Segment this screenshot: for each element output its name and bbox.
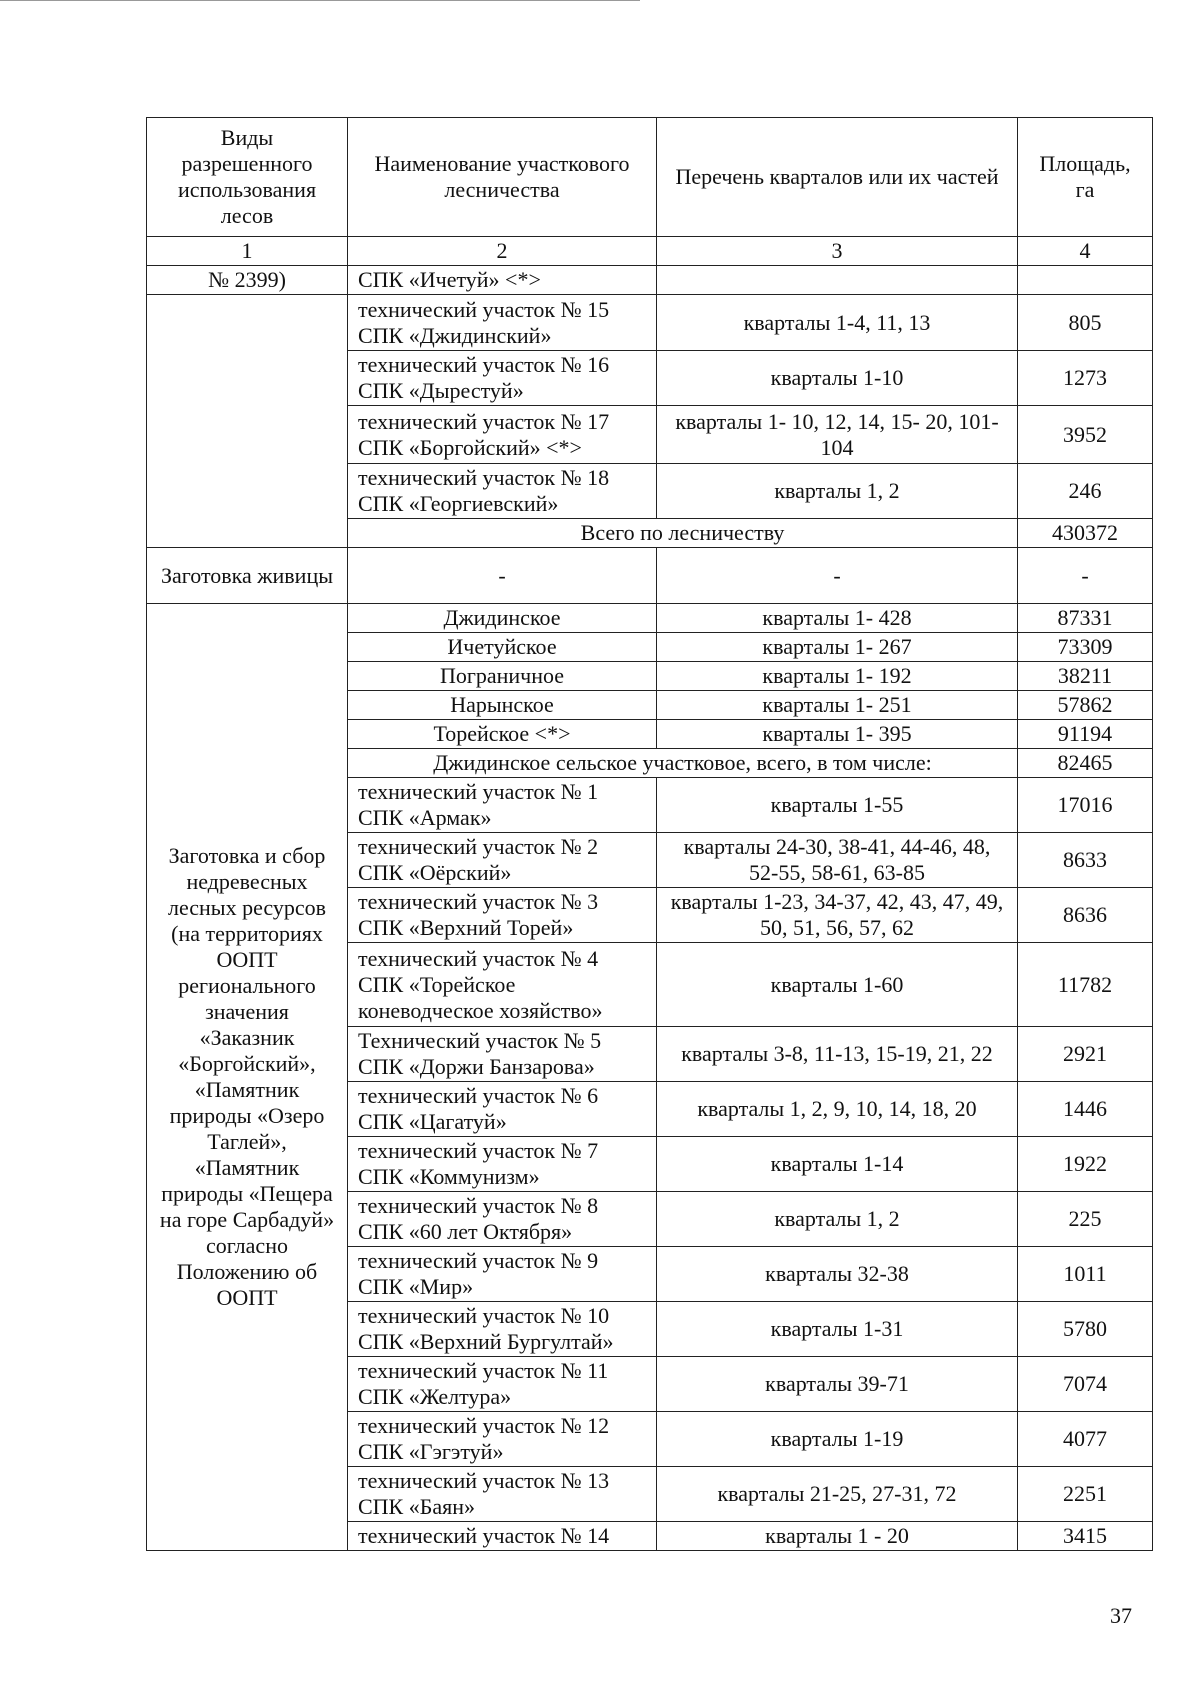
quarters-cell: кварталы 1- 10, 12, 14, 15- 20, 101-104 <box>657 406 1018 464</box>
total-area: 430372 <box>1018 519 1153 548</box>
quarters-cell: кварталы 1-23, 34-37, 42, 43, 47, 49, 50, 51, 56, 57, 62 <box>657 888 1018 943</box>
quarters-cell <box>657 266 1018 295</box>
forestry-use-table <box>146 117 1153 1551</box>
forestry-name-cell: технический участок № 1 СПК «Армак» <box>348 778 657 833</box>
column-number: 1 <box>147 237 348 266</box>
total-label: Всего по лесничеству <box>348 519 1018 548</box>
quarters-cell: кварталы 3-8, 11-13, 15-19, 21, 22 <box>657 1027 1018 1082</box>
column-number-row <box>147 237 1153 266</box>
area-cell: 3415 <box>1018 1522 1153 1551</box>
table-row <box>147 266 1153 295</box>
area-cell: 7074 <box>1018 1357 1153 1412</box>
quarters-cell: кварталы 1-31 <box>657 1302 1018 1357</box>
forestry-name-cell: СПК «Ичетуй» <*> <box>348 266 657 295</box>
area-cell: 805 <box>1018 295 1153 351</box>
forestry-name-cell: технический участок № 9 СПК «Мир» <box>348 1247 657 1302</box>
forestry-name-cell: технический участок № 14 <box>348 1522 657 1551</box>
quarters-cell: кварталы 21-25, 27-31, 72 <box>657 1467 1018 1522</box>
area-cell: 2921 <box>1018 1027 1153 1082</box>
column-number: 4 <box>1018 237 1153 266</box>
forestry-name-cell: технический участок № 17 СПК «Боргойский» <*> <box>348 406 657 464</box>
quarters-cell: кварталы 1, 2 <box>657 1192 1018 1247</box>
area-cell: 3952 <box>1018 406 1153 464</box>
area-cell: 2251 <box>1018 1467 1153 1522</box>
forestry-name-cell: технический участок № 12 СПК «Гэгэтуй» <box>348 1412 657 1467</box>
quarters-cell: - <box>657 548 1018 604</box>
forestry-name-cell: технический участок № 10 СПК «Верхний Бургултай» <box>348 1302 657 1357</box>
quarters-cell: кварталы 1-14 <box>657 1137 1018 1192</box>
area-cell: 1011 <box>1018 1247 1153 1302</box>
header-use-type: Виды разрешенного использования лесов <box>147 118 348 237</box>
area-cell: 1273 <box>1018 351 1153 406</box>
forestry-name-cell: технический участок № 11 СПК «Желтура» <box>348 1357 657 1412</box>
scan-edge-line <box>0 0 640 1</box>
area-cell: 4077 <box>1018 1412 1153 1467</box>
area-cell: - <box>1018 548 1153 604</box>
header-forestry-name: Наименование участкового лесничества <box>348 118 657 237</box>
forestry-name-cell: технический участок № 15 СПК «Джидинский» <box>348 295 657 351</box>
quarters-cell: кварталы 1- 192 <box>657 662 1018 691</box>
quarters-cell: кварталы 24-30, 38-41, 44-46, 48, 52-55, 58-61, 63-85 <box>657 833 1018 888</box>
area-cell: 38211 <box>1018 662 1153 691</box>
area-cell: 8633 <box>1018 833 1153 888</box>
header-quarters: Перечень кварталов или их частей <box>657 118 1018 237</box>
area-cell: 73309 <box>1018 633 1153 662</box>
use-type-cell: Заготовка и сбор недревесных лесных ресурсов (на территориях ООПТ регионального значения «Заказник «Боргойский», «Памятник природы «Озеро Таглей», «Памятник природы «Пещера на горе Сарбадуй» согласно Положению об ООПТ <box>147 604 348 1551</box>
quarters-cell: кварталы 1-4, 11, 13 <box>657 295 1018 351</box>
quarters-cell: кварталы 1-60 <box>657 943 1018 1027</box>
area-cell: 1922 <box>1018 1137 1153 1192</box>
forestry-name-cell: Технический участок № 5 СПК «Доржи Банзарова» <box>348 1027 657 1082</box>
forestry-name-cell: технический участок № 16 СПК «Дырестуй» <box>348 351 657 406</box>
page-number: 37 <box>1110 1603 1132 1628</box>
forestry-name-cell: - <box>348 548 657 604</box>
header-row <box>147 118 1153 237</box>
area-cell: 87331 <box>1018 604 1153 633</box>
area-cell: 57862 <box>1018 691 1153 720</box>
quarters-cell: кварталы 1- 395 <box>657 720 1018 749</box>
forestry-name-cell: Джидинское <box>348 604 657 633</box>
area-cell: 225 <box>1018 1192 1153 1247</box>
forestry-name-cell: Торейское <*> <box>348 720 657 749</box>
column-number: 2 <box>348 237 657 266</box>
quarters-cell: кварталы 1, 2 <box>657 464 1018 519</box>
forestry-name-cell: Ичетуйское <box>348 633 657 662</box>
area-cell: 91194 <box>1018 720 1153 749</box>
forestry-name-cell: Нарынское <box>348 691 657 720</box>
use-type-cell <box>147 295 348 548</box>
quarters-cell: кварталы 1-19 <box>657 1412 1018 1467</box>
forestry-name-cell: технический участок № 8 СПК «60 лет Октября» <box>348 1192 657 1247</box>
subtotal-label: Джидинское сельское участковое, всего, в том числе: <box>348 749 1018 778</box>
area-cell: 5780 <box>1018 1302 1153 1357</box>
quarters-cell: кварталы 32-38 <box>657 1247 1018 1302</box>
subtotal-area: 82465 <box>1018 749 1153 778</box>
area-cell <box>1018 266 1153 295</box>
table-row <box>147 548 1153 604</box>
quarters-cell: кварталы 1-10 <box>657 351 1018 406</box>
forestry-name-cell: технический участок № 18 СПК «Георгиевский» <box>348 464 657 519</box>
table-row <box>147 604 1153 633</box>
forestry-name-cell: технический участок № 7 СПК «Коммунизм» <box>348 1137 657 1192</box>
column-number: 3 <box>657 237 1018 266</box>
area-cell: 246 <box>1018 464 1153 519</box>
area-cell: 8636 <box>1018 888 1153 943</box>
header-area: Площадь, га <box>1018 118 1153 237</box>
quarters-cell: кварталы 1- 428 <box>657 604 1018 633</box>
quarters-cell: кварталы 1- 267 <box>657 633 1018 662</box>
use-type-cell: № 2399) <box>147 266 348 295</box>
area-cell: 1446 <box>1018 1082 1153 1137</box>
table-row <box>147 295 1153 351</box>
quarters-cell: кварталы 1- 251 <box>657 691 1018 720</box>
area-cell: 11782 <box>1018 943 1153 1027</box>
quarters-cell: кварталы 39-71 <box>657 1357 1018 1412</box>
quarters-cell: кварталы 1, 2, 9, 10, 14, 18, 20 <box>657 1082 1018 1137</box>
forestry-name-cell: технический участок № 13 СПК «Баян» <box>348 1467 657 1522</box>
quarters-cell: кварталы 1-55 <box>657 778 1018 833</box>
forestry-name-cell: Пограничное <box>348 662 657 691</box>
forestry-name-cell: технический участок № 4 СПК «Торейское коневодческое хозяйство» <box>348 943 657 1027</box>
use-type-cell: Заготовка живицы <box>147 548 348 604</box>
forestry-name-cell: технический участок № 6 СПК «Цагатуй» <box>348 1082 657 1137</box>
area-cell: 17016 <box>1018 778 1153 833</box>
quarters-cell: кварталы 1 - 20 <box>657 1522 1018 1551</box>
forestry-name-cell: технический участок № 2 СПК «Оёрский» <box>348 833 657 888</box>
forestry-name-cell: технический участок № 3 СПК «Верхний Торей» <box>348 888 657 943</box>
